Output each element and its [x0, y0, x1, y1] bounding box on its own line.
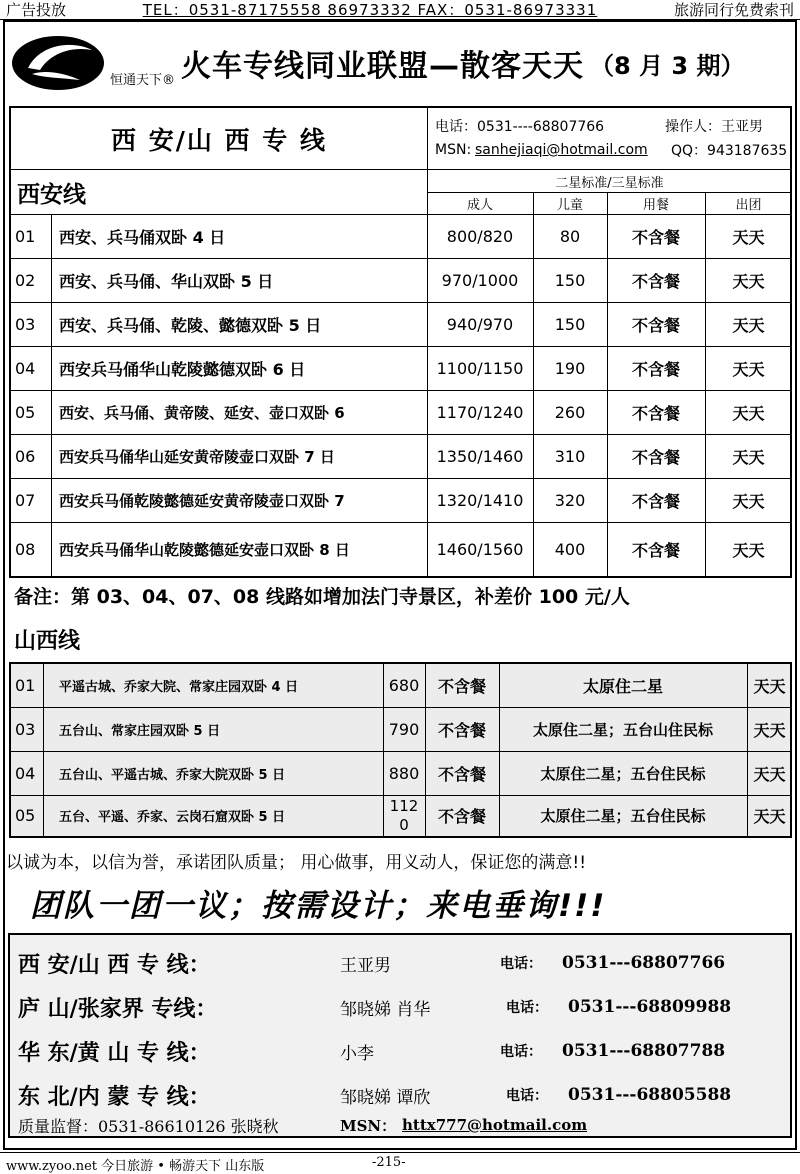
table-row	[11, 302, 792, 346]
departure-info: 天天	[732, 227, 765, 247]
adult-price: 1350/1460	[436, 446, 524, 466]
contact-row	[10, 943, 790, 983]
departure-info: 天天	[732, 315, 765, 335]
col-meal: 用餐	[642, 197, 669, 213]
table-row	[11, 214, 792, 258]
price-line-2: 0	[399, 816, 409, 834]
contact-person: 王亚男	[340, 955, 391, 976]
table-row	[11, 390, 792, 434]
meal-info: 不含餐	[437, 764, 486, 784]
phone-label: 电话：	[500, 1044, 542, 1060]
route-number: 03	[15, 719, 36, 739]
ad-label: 广告投放	[6, 1, 67, 19]
price-line-1: 112	[389, 797, 419, 815]
hotel-info: 太原住二星；五台住民标	[540, 807, 706, 825]
departure-info: 天天	[732, 447, 765, 467]
xian-route-table	[9, 106, 792, 578]
msn-label: MSN：	[340, 1116, 397, 1135]
msn-label: MSN:	[435, 142, 472, 158]
departure-info: 天天	[732, 403, 765, 423]
table-row	[11, 664, 792, 707]
adult-price: 1170/1240	[436, 402, 524, 422]
line-title: 西 安/山 西 专 线	[111, 125, 327, 155]
table-row	[11, 707, 792, 751]
meal-info: 不含餐	[437, 677, 486, 696]
route-number: 08	[15, 539, 36, 559]
meal-info: 不含餐	[631, 359, 680, 379]
route-name: 平遥古城、乔家大院、常家庄园双卧 4 日	[59, 680, 299, 695]
route-name: 五台、平遥、乔家、云岗石窟双卧 5 日	[59, 810, 286, 825]
meal-info: 不含餐	[437, 720, 486, 740]
hotel-info: 太原住二星	[582, 677, 663, 696]
brand-name: 恒通天下®	[110, 72, 176, 88]
adult-price: 800/820	[446, 226, 514, 246]
contact-phone: 0531---68807766	[562, 953, 726, 973]
quality-supervision: 质量监督：0531-86610126 张晓秋	[18, 1116, 279, 1136]
phone-label: 电话：	[506, 1000, 548, 1016]
free-magazine-label: 旅游同行免费索刊	[673, 1, 794, 19]
route-number: 01	[15, 676, 36, 695]
table-row	[11, 795, 792, 836]
departure-info: 天天	[753, 807, 786, 826]
shanxi-route-table	[9, 662, 792, 838]
meal-info: 不含餐	[631, 403, 680, 423]
table-row	[11, 258, 792, 302]
table-row	[11, 522, 792, 576]
issue-period: （8 月 3 期）	[590, 51, 745, 80]
route-number: 03	[15, 314, 36, 334]
footer	[0, 1152, 800, 1172]
meal-info: 不含餐	[631, 271, 680, 291]
table-row	[11, 751, 792, 795]
route-number: 06	[15, 446, 36, 466]
star-standard-header: 二星标准/三星标准	[555, 175, 664, 191]
meal-info: 不含餐	[631, 540, 680, 560]
col-adult: 成人	[466, 197, 493, 213]
contact-row	[10, 987, 790, 1027]
child-price: 400	[554, 539, 586, 559]
departure-info: 天天	[732, 359, 765, 379]
route-name: 五台山、平遥古城、乔家大院双卧 5 日	[59, 767, 286, 783]
contact-line: 庐 山/张家界 专线：	[18, 995, 218, 1022]
departure-info: 天天	[732, 540, 765, 560]
child-price: 190	[554, 358, 586, 378]
adult-price: 1460/1560	[436, 539, 524, 559]
route-name: 西安、兵马俑、黄帝陵、延安、壶口双卧 6	[59, 403, 345, 422]
route-name: 西安、兵马俑双卧 4 日	[59, 227, 226, 247]
contact-person: 邹晓娣 谭欣	[340, 1087, 431, 1108]
departure-info: 天天	[753, 764, 786, 784]
hotel-info: 太原住二星；五台山住民标	[532, 720, 713, 739]
contact-person: 邹晓娣 肖华	[340, 999, 431, 1020]
company-logo	[10, 34, 106, 92]
headline-slogan: 团队一团一议；按需设计；来电垂询!!!	[30, 888, 607, 924]
route-name: 西安兵马俑华山乾陵懿德延安壶口双卧 8 日	[59, 540, 350, 559]
departure-info: 天天	[732, 491, 765, 511]
child-price: 80	[559, 226, 581, 246]
route-number: 01	[15, 226, 36, 246]
child-price: 310	[554, 446, 586, 466]
meal-info: 不含餐	[631, 227, 680, 247]
contact-phone: 0531---68807788	[562, 1041, 726, 1061]
route-name: 五台山、常家庄园双卧 5 日	[59, 723, 221, 739]
col-departure: 出团	[735, 197, 762, 213]
footer-site: www.zyoo.net 今日旅游 • 畅游天下 山东版	[6, 1159, 265, 1174]
section-title-shanxi: 山西线	[14, 629, 81, 654]
page-title: 火车专线同业联盟—散客天天	[181, 49, 585, 84]
contact-line: 东 北/内 蒙 专 线：	[18, 1083, 211, 1110]
price: 680	[388, 676, 420, 695]
remark-note: 备注：第 03、04、07、08 线路如增加法门寺景区，补差价 100 元/人	[14, 586, 630, 608]
meal-info: 不含餐	[631, 315, 680, 335]
child-price: 260	[554, 402, 586, 422]
section-title-xian: 西安线	[17, 181, 86, 208]
contact-phone: 0531---68805588	[568, 1085, 732, 1105]
child-price: 320	[554, 490, 586, 510]
msn-address[interactable]: httx777@hotmail.com	[402, 1116, 588, 1134]
page-number: -215-	[372, 1155, 406, 1170]
phone-label: 电话：	[506, 1088, 548, 1104]
contact-phone: 0531---68809988	[568, 997, 732, 1017]
route-name: 西安、兵马俑、华山双卧 5 日	[59, 271, 274, 291]
departure-info: 天天	[732, 271, 765, 291]
route-name: 西安、兵马俑、乾陵、懿德双卧 5 日	[59, 315, 322, 335]
meal-info: 不含餐	[631, 491, 680, 511]
operator-text: 操作人：王亚男	[665, 119, 763, 135]
departure-info: 天天	[753, 720, 786, 740]
route-name: 西安兵马俑乾陵懿德延安黄帝陵壶口双卧 7	[59, 491, 345, 510]
route-number: 02	[15, 270, 36, 290]
meal-info: 不含餐	[437, 807, 486, 826]
adult-price: 970/1000	[441, 270, 519, 290]
contact-line: 西 安/山 西 专 线：	[18, 951, 211, 978]
route-number: 04	[15, 763, 36, 783]
phone-label: 电话：	[500, 956, 542, 972]
adult-price: 940/970	[446, 314, 514, 334]
contact-numbers: TEL：0531-87175558 86973332 FAX：0531-86973331	[142, 1, 598, 19]
child-price: 150	[554, 314, 586, 334]
route-number: 05	[15, 806, 36, 825]
msn-address[interactable]: sanhejiaqi@hotmail.com	[475, 142, 648, 158]
route-name: 西安兵马俑华山延安黄帝陵壶口双卧 7 日	[59, 447, 335, 466]
phone-text: 电话：0531----68807766	[435, 119, 605, 135]
meal-info: 不含餐	[631, 447, 680, 467]
adult-price: 1320/1410	[436, 490, 524, 510]
col-child: 儿童	[556, 197, 583, 213]
price: 880	[388, 763, 420, 783]
route-number: 07	[15, 490, 36, 510]
adult-price: 1100/1150	[436, 358, 524, 378]
service-slogan: 以诚为本，以信为誉，承诺团队质量； 用心做事，用义动人，保证您的满意!!	[6, 853, 587, 873]
table-row	[11, 346, 792, 390]
contact-row	[10, 1031, 790, 1071]
price: 790	[388, 719, 420, 739]
route-name: 西安兵马俑华山乾陵懿德双卧 6 日	[59, 359, 306, 379]
header	[6, 28, 794, 98]
table-row	[11, 478, 792, 522]
contact-line: 华 东/黄 山 专 线：	[18, 1039, 211, 1066]
departure-info: 天天	[753, 677, 786, 696]
contact-row	[10, 1075, 790, 1115]
hotel-info: 太原住二星；五台住民标	[540, 764, 706, 783]
route-number: 05	[15, 402, 36, 422]
contact-box	[8, 933, 792, 1138]
child-price: 150	[554, 270, 586, 290]
route-number: 04	[15, 358, 36, 378]
contact-person: 小李	[340, 1043, 374, 1064]
price	[383, 795, 425, 836]
top-bar	[0, 0, 800, 20]
qq-number: QQ：943187635	[671, 143, 788, 159]
table-row	[11, 434, 792, 478]
